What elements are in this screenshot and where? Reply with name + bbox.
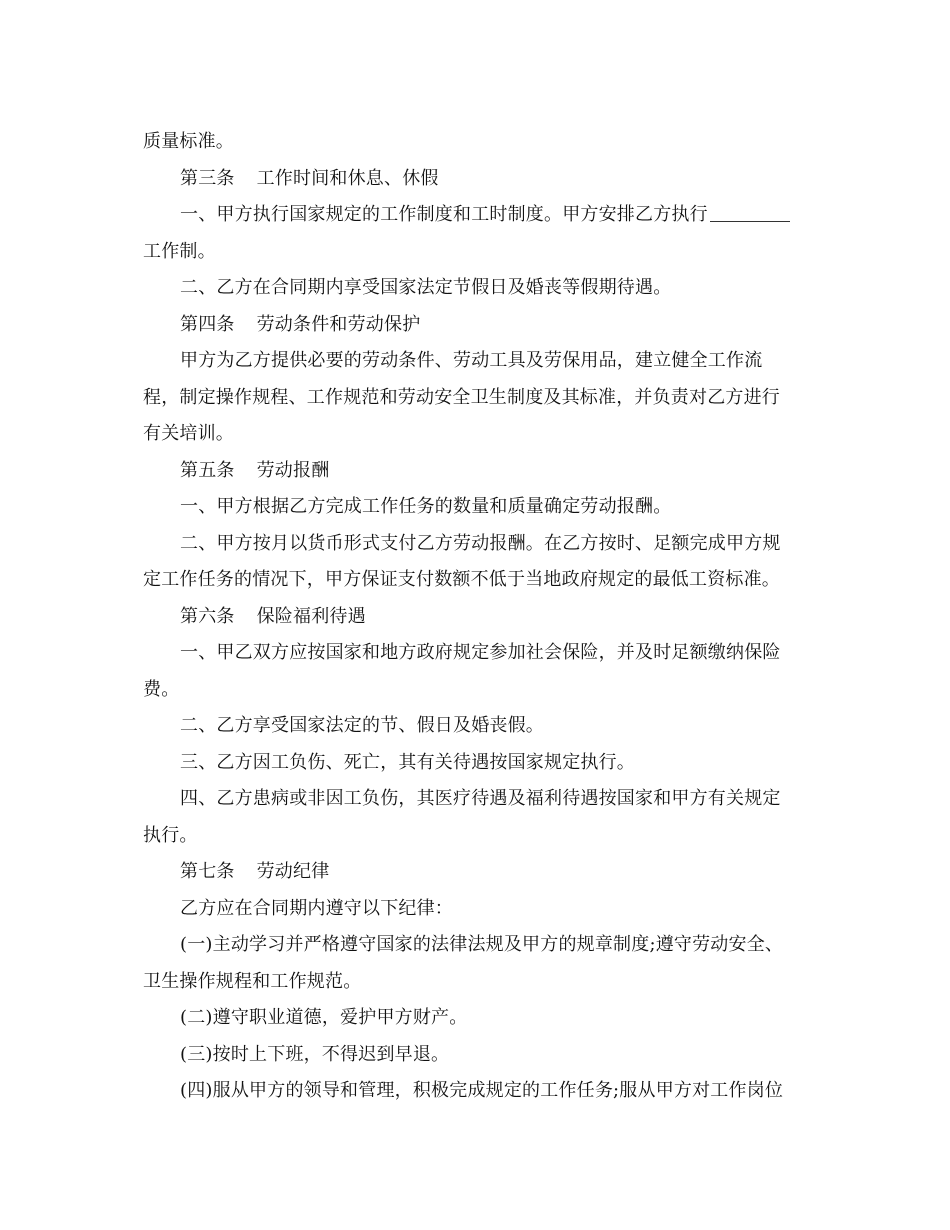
text-line: 质量标准。: [143, 131, 234, 152]
text-line: 一、甲方执行国家规定的工作制度和工时制度。甲方安排乙方执行: [180, 204, 708, 225]
article-number: 第七条: [180, 861, 235, 882]
text-line: 三、乙方因工负伤、死亡，其有关待遇按国家规定执行。: [180, 751, 635, 773]
article-number: 第五条: [180, 459, 235, 481]
text-line: 程，制定操作规程、工作规范和劳动安全卫生制度及其标准，并负责对乙方进行: [143, 386, 780, 408]
article-heading: [143, 161, 808, 198]
text-line: 一、甲乙双方应按国家和地方政府规定参加社会保险，并及时足额缴纳保险: [180, 642, 781, 663]
article-number: 第四条: [180, 313, 235, 335]
text-line: 一、甲方根据乙方完成工作任务的数量和质量确定劳动报酬。: [180, 496, 672, 517]
document-page: [143, 124, 808, 1110]
article-number: 第六条: [180, 605, 235, 627]
article-heading: [143, 307, 808, 344]
text-line: 乙方应在合同期内遵守以下纪律：: [180, 897, 453, 919]
article-title: 劳动纪律: [256, 861, 330, 882]
text-line: (二)遵守职业道德，爱护甲方财产。: [180, 1007, 468, 1028]
blank-field: [710, 205, 790, 222]
text-line: 二、乙方享受国家法定的节、假日及婚丧假。: [180, 715, 544, 736]
article-heading: [143, 854, 808, 891]
text-line: 二、乙方在合同期内享受国家法定节假日及婚丧等假期待遇。: [180, 277, 672, 298]
article-number: 第三条: [180, 167, 235, 189]
text-line: (一)主动学习并严格遵守国家的法律法规及甲方的规章制度;遵守劳动安全、: [180, 934, 784, 955]
text-line: 有关培训。: [143, 423, 234, 444]
text-line: 卫生操作规程和工作规范。: [143, 970, 362, 992]
text-line: 费。: [143, 678, 180, 700]
text-line: 甲方为乙方提供必要的劳动条件、劳动工具及劳保用品，建立健全工作流: [180, 350, 763, 371]
article-title: 劳动条件和劳动保护: [256, 313, 421, 335]
text-line: (三)按时上下班，不得迟到早退。: [180, 1043, 450, 1065]
article-title: 工作时间和休息、休假: [256, 167, 439, 189]
text-line: 工作制。: [143, 240, 216, 262]
text-line-with-blank: [143, 197, 808, 234]
text-line: 执行。: [143, 824, 198, 846]
article-heading: [143, 599, 808, 636]
article-heading: [143, 453, 808, 490]
text-line: 二、甲方按月以货币形式支付乙方劳动报酬。在乙方按时、足额完成甲方规: [180, 532, 781, 554]
text-line: (四)服从甲方的领导和管理，积极完成规定的工作任务;服从甲方对工作岗位: [180, 1080, 784, 1101]
article-title: 保险福利待遇: [256, 605, 366, 627]
article-title: 劳动报酬: [256, 459, 330, 481]
text-line: 四、乙方患病或非因工负伤，其医疗待遇及福利待遇按国家和甲方有关规定: [180, 788, 781, 809]
text-line: 定工作任务的情况下，甲方保证支付数额不低于当地政府规定的最低工资标准。: [143, 569, 780, 590]
